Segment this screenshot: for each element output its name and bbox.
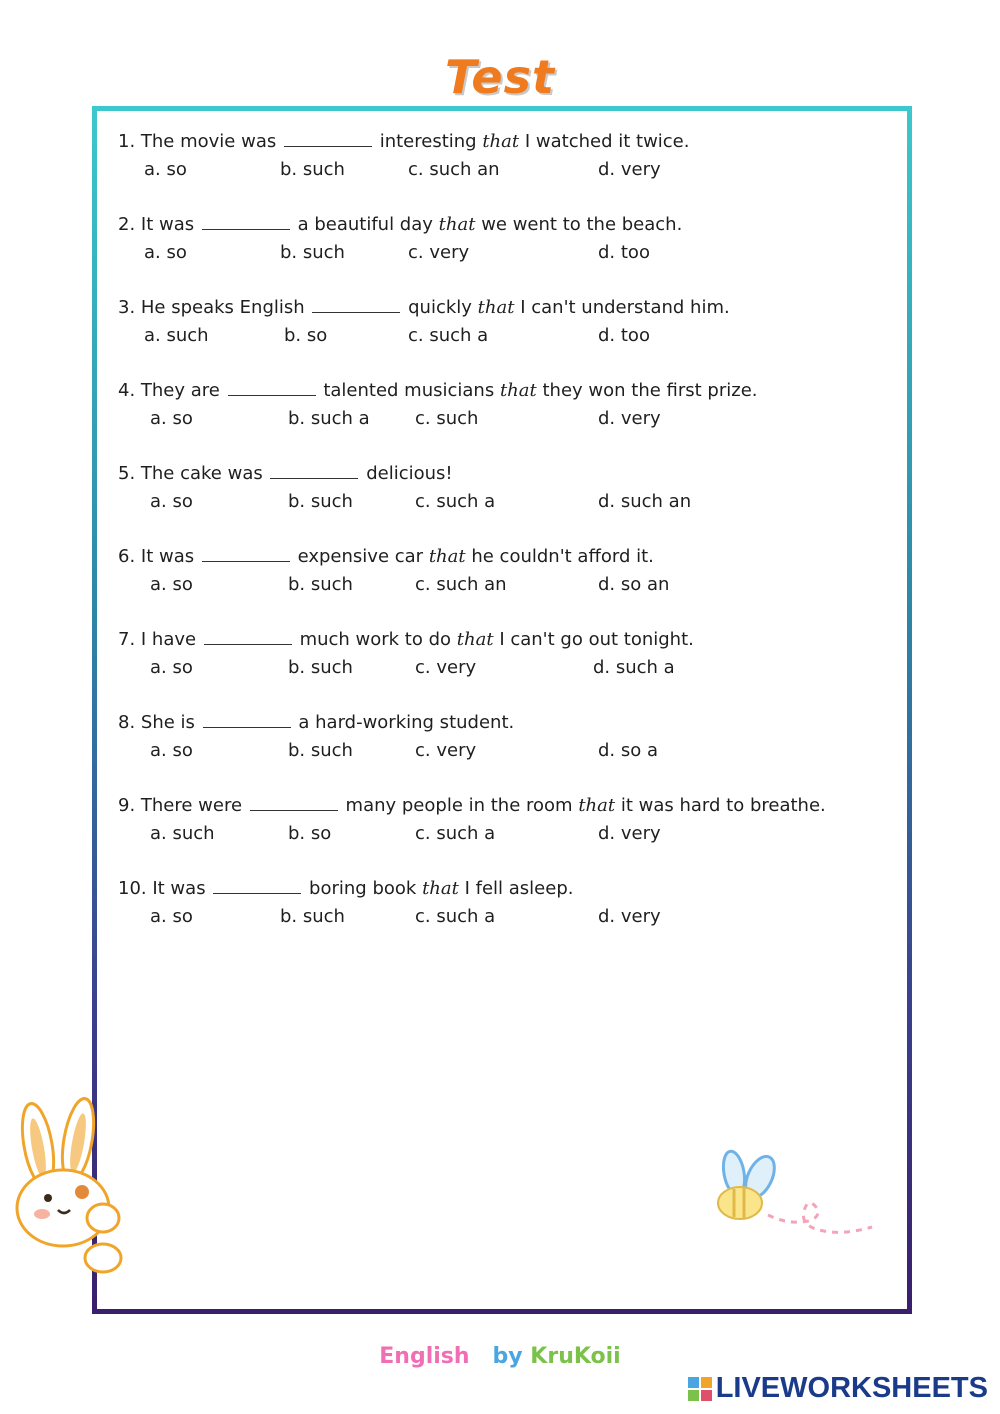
answer-option[interactable]: a. such bbox=[144, 325, 209, 346]
stem-italic: that bbox=[499, 380, 537, 401]
answer-option[interactable]: b. such bbox=[288, 491, 353, 512]
answer-option[interactable]: b. such bbox=[280, 159, 345, 180]
option-row bbox=[118, 820, 908, 848]
answer-blank[interactable] bbox=[228, 378, 316, 396]
stem-prefix: 1. The movie was bbox=[118, 131, 277, 152]
footer-author: KruKoii bbox=[530, 1344, 621, 1369]
stem-middle: many people in the room bbox=[345, 795, 573, 816]
answer-blank[interactable] bbox=[270, 461, 358, 479]
answer-option[interactable]: d. very bbox=[598, 823, 661, 844]
stem-suffix: I watched it twice. bbox=[524, 131, 690, 152]
answer-option[interactable]: b. such bbox=[288, 740, 353, 761]
stem-suffix: I fell asleep. bbox=[464, 878, 574, 899]
worksheet-title: Test bbox=[444, 50, 555, 104]
question-item bbox=[118, 709, 908, 792]
question-item bbox=[118, 128, 908, 211]
stem-suffix: we went to the beach. bbox=[481, 214, 683, 235]
liveworksheets-icon bbox=[688, 1377, 712, 1401]
answer-option[interactable]: d. very bbox=[598, 159, 661, 180]
answer-option[interactable]: b. so bbox=[284, 325, 328, 346]
stem-suffix: I can't understand him. bbox=[520, 297, 730, 318]
question-stem bbox=[118, 377, 908, 405]
question-item bbox=[118, 543, 908, 626]
answer-option[interactable]: a. so bbox=[144, 159, 187, 180]
question-stem bbox=[118, 294, 908, 322]
answer-option[interactable]: b. such bbox=[288, 574, 353, 595]
stem-prefix: 9. There were bbox=[118, 795, 243, 816]
footer-by: by bbox=[492, 1344, 523, 1369]
answer-option[interactable]: a. so bbox=[144, 242, 187, 263]
option-row bbox=[118, 405, 908, 433]
question-stem bbox=[118, 792, 908, 820]
stem-prefix: 2. It was bbox=[118, 214, 195, 235]
stem-italic: that bbox=[456, 629, 494, 650]
stem-italic: that bbox=[482, 131, 520, 152]
option-row bbox=[118, 903, 908, 931]
stem-middle: expensive car bbox=[297, 546, 424, 567]
stem-middle: boring book bbox=[309, 878, 417, 899]
answer-option[interactable]: c. such a bbox=[415, 491, 496, 512]
answer-option[interactable]: a. so bbox=[150, 906, 193, 927]
question-list bbox=[118, 128, 908, 958]
question-stem bbox=[118, 709, 908, 737]
stem-middle: delicious! bbox=[366, 463, 453, 484]
answer-option[interactable]: a. so bbox=[150, 408, 193, 429]
answer-option[interactable]: c. such an bbox=[415, 574, 507, 595]
answer-option[interactable]: d. so an bbox=[598, 574, 670, 595]
stem-prefix: 4. They are bbox=[118, 380, 220, 401]
option-row bbox=[118, 571, 908, 599]
question-item bbox=[118, 377, 908, 460]
answer-option[interactable]: c. such a bbox=[408, 325, 489, 346]
answer-option[interactable]: c. such an bbox=[408, 159, 500, 180]
stem-prefix: 7. I have bbox=[118, 629, 197, 650]
question-item bbox=[118, 211, 908, 294]
stem-prefix: 6. It was bbox=[118, 546, 195, 567]
question-stem bbox=[118, 543, 908, 571]
stem-italic: that bbox=[428, 546, 466, 567]
stem-italic: that bbox=[438, 214, 476, 235]
answer-blank[interactable] bbox=[284, 129, 372, 147]
question-item bbox=[118, 626, 908, 709]
option-row bbox=[118, 239, 908, 267]
answer-option[interactable]: c. such a bbox=[415, 823, 496, 844]
stem-italic: that bbox=[477, 297, 515, 318]
answer-option[interactable]: d. very bbox=[598, 408, 661, 429]
answer-option[interactable]: c. such a bbox=[415, 906, 496, 927]
stem-prefix: 10. It was bbox=[118, 878, 206, 899]
footer-credit bbox=[0, 1344, 1000, 1369]
answer-blank[interactable] bbox=[204, 627, 292, 645]
stem-italic: that bbox=[578, 795, 616, 816]
question-stem bbox=[118, 211, 908, 239]
stem-italic: that bbox=[422, 878, 459, 899]
answer-option[interactable]: c. very bbox=[415, 740, 477, 761]
answer-option[interactable]: b. such bbox=[280, 242, 345, 263]
answer-option[interactable]: a. so bbox=[150, 574, 193, 595]
question-stem bbox=[118, 626, 908, 654]
answer-option[interactable]: b. such a bbox=[288, 408, 370, 429]
answer-option[interactable]: a. such bbox=[150, 823, 215, 844]
answer-option[interactable]: b. such bbox=[288, 657, 353, 678]
option-row bbox=[118, 488, 908, 516]
answer-option[interactable]: d. too bbox=[598, 325, 650, 346]
option-row bbox=[118, 322, 908, 350]
question-item bbox=[118, 460, 908, 543]
option-row bbox=[118, 737, 908, 765]
stem-middle: talented musicians bbox=[323, 380, 495, 401]
stem-suffix: I can't go out tonight. bbox=[499, 629, 694, 650]
option-row bbox=[118, 156, 908, 184]
answer-blank[interactable] bbox=[202, 212, 290, 230]
answer-option[interactable]: c. such bbox=[415, 408, 479, 429]
stem-suffix: they won the first prize. bbox=[542, 380, 758, 401]
answer-option[interactable]: d. such a bbox=[593, 657, 675, 678]
stem-middle: a hard-working student. bbox=[298, 712, 515, 733]
answer-option[interactable]: a. so bbox=[150, 491, 193, 512]
question-stem bbox=[118, 460, 908, 488]
stem-middle: quickly bbox=[408, 297, 472, 318]
answer-option[interactable]: d. too bbox=[598, 242, 650, 263]
question-stem bbox=[118, 128, 908, 156]
answer-blank[interactable] bbox=[250, 793, 338, 811]
answer-blank[interactable] bbox=[213, 876, 301, 894]
stem-suffix: he couldn't afford it. bbox=[471, 546, 654, 567]
stem-prefix: 5. The cake was bbox=[118, 463, 263, 484]
answer-option[interactable]: d. very bbox=[598, 906, 661, 927]
question-item bbox=[118, 792, 908, 875]
liveworksheets-logo[interactable] bbox=[688, 1372, 988, 1405]
answer-option[interactable]: b. such bbox=[280, 906, 345, 927]
answer-option[interactable]: b. so bbox=[288, 823, 332, 844]
stem-prefix: 3. He speaks English bbox=[118, 297, 305, 318]
answer-blank[interactable] bbox=[203, 710, 291, 728]
answer-option[interactable]: d. such an bbox=[598, 491, 692, 512]
bee-icon bbox=[710, 1145, 880, 1255]
option-row bbox=[118, 654, 908, 682]
stem-suffix: it was hard to breathe. bbox=[620, 795, 826, 816]
stem-middle: interesting bbox=[379, 131, 477, 152]
answer-option[interactable]: a. so bbox=[150, 740, 193, 761]
answer-blank[interactable] bbox=[202, 544, 290, 562]
answer-blank[interactable] bbox=[312, 295, 400, 313]
answer-option[interactable]: c. very bbox=[415, 657, 477, 678]
liveworksheets-text: LIVEWORKSHEETS bbox=[715, 1372, 988, 1404]
answer-option[interactable]: d. so a bbox=[598, 740, 659, 761]
question-stem bbox=[118, 875, 908, 903]
question-item bbox=[118, 294, 908, 377]
bunny-icon bbox=[8, 1090, 128, 1290]
stem-prefix: 8. She is bbox=[118, 712, 195, 733]
stem-middle: much work to do bbox=[299, 629, 452, 650]
footer-english: English bbox=[379, 1344, 470, 1369]
answer-option[interactable]: a. so bbox=[150, 657, 193, 678]
stem-middle: a beautiful day bbox=[297, 214, 433, 235]
question-item bbox=[118, 875, 908, 958]
answer-option[interactable]: c. very bbox=[408, 242, 470, 263]
